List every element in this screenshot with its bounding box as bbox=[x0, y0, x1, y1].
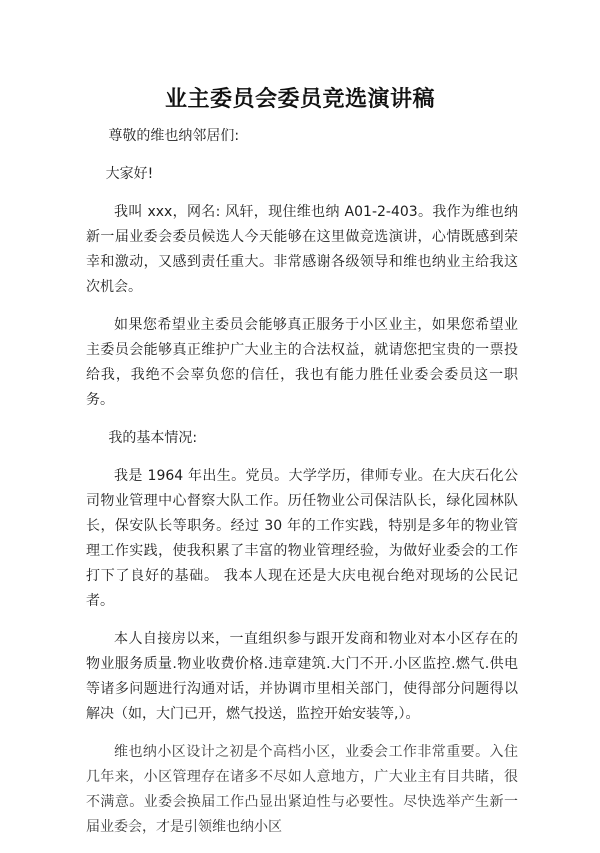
document-title: 业主委员会委员竞选演讲稿 bbox=[164, 87, 435, 112]
salutation-paragraph: 尊敬的维也纳邻居们: bbox=[108, 128, 240, 144]
actions-paragraph: 本人自接房以来，一直组织参与跟开发商和物业对本小区存在的物业服务质量.物业收费价格.违章建筑.大门不开.小区监控.燃气.供电等诸多问题进行沟通对话，并协调市里相关部门，使得部分问题得以解决（如，大门已开，燃气投送，监控开始安装等,）。 bbox=[86, 631, 518, 722]
background-paragraph: 我是 1964 年出生。党员。大学学历，律师专业。在大庆石化公司物业管理中心督察大队工作。历任物业公司保洁队长，绿化园林队长，保安队长等职务。经过 30 年的工作实践，特别是多年的物业管理工作实践，使我积累了丰富的物业管理经验，为做好业委会的工作打下了良好的基础。 我本人现在还是大庆电视台绝对现场的公民记者。 bbox=[86, 468, 518, 609]
community-paragraph: 维也纳小区设计之初是个高档小区，业委会工作非常重要。入住几年来，小区管理存在诸多不尽如人意地方，广大业主有目共睹，很不满意。业委会换届工作凸显出紧迫性与必要性。尽快选举产生新一届业委会，才是引领维也纳小区 bbox=[86, 744, 518, 835]
document-body bbox=[86, 124, 518, 853]
greeting-paragraph: 大家好! bbox=[105, 166, 154, 182]
basic-info-heading: 我的基本情况: bbox=[108, 430, 198, 446]
intro-paragraph: 我叫 xxx，网名: 风轩，现住维也纳 A01-2-403。我作为维也纳新一届业委会委员候选人今天能够在这里做竞选演讲，心情既感到荣幸和激动，又感到责任重大。非常感谢各级领导和维也纳业主给我这次机会。 bbox=[86, 204, 518, 295]
appeal-paragraph: 如果您希望业主委员会能够真正服务于小区业主，如果您希望业主委员会能够真正维护广大业主的合法权益，就请您把宝贵的一票投给我，我绝不会辜负您的信任，我也有能力胜任业委会委员这一职务。 bbox=[86, 317, 518, 408]
